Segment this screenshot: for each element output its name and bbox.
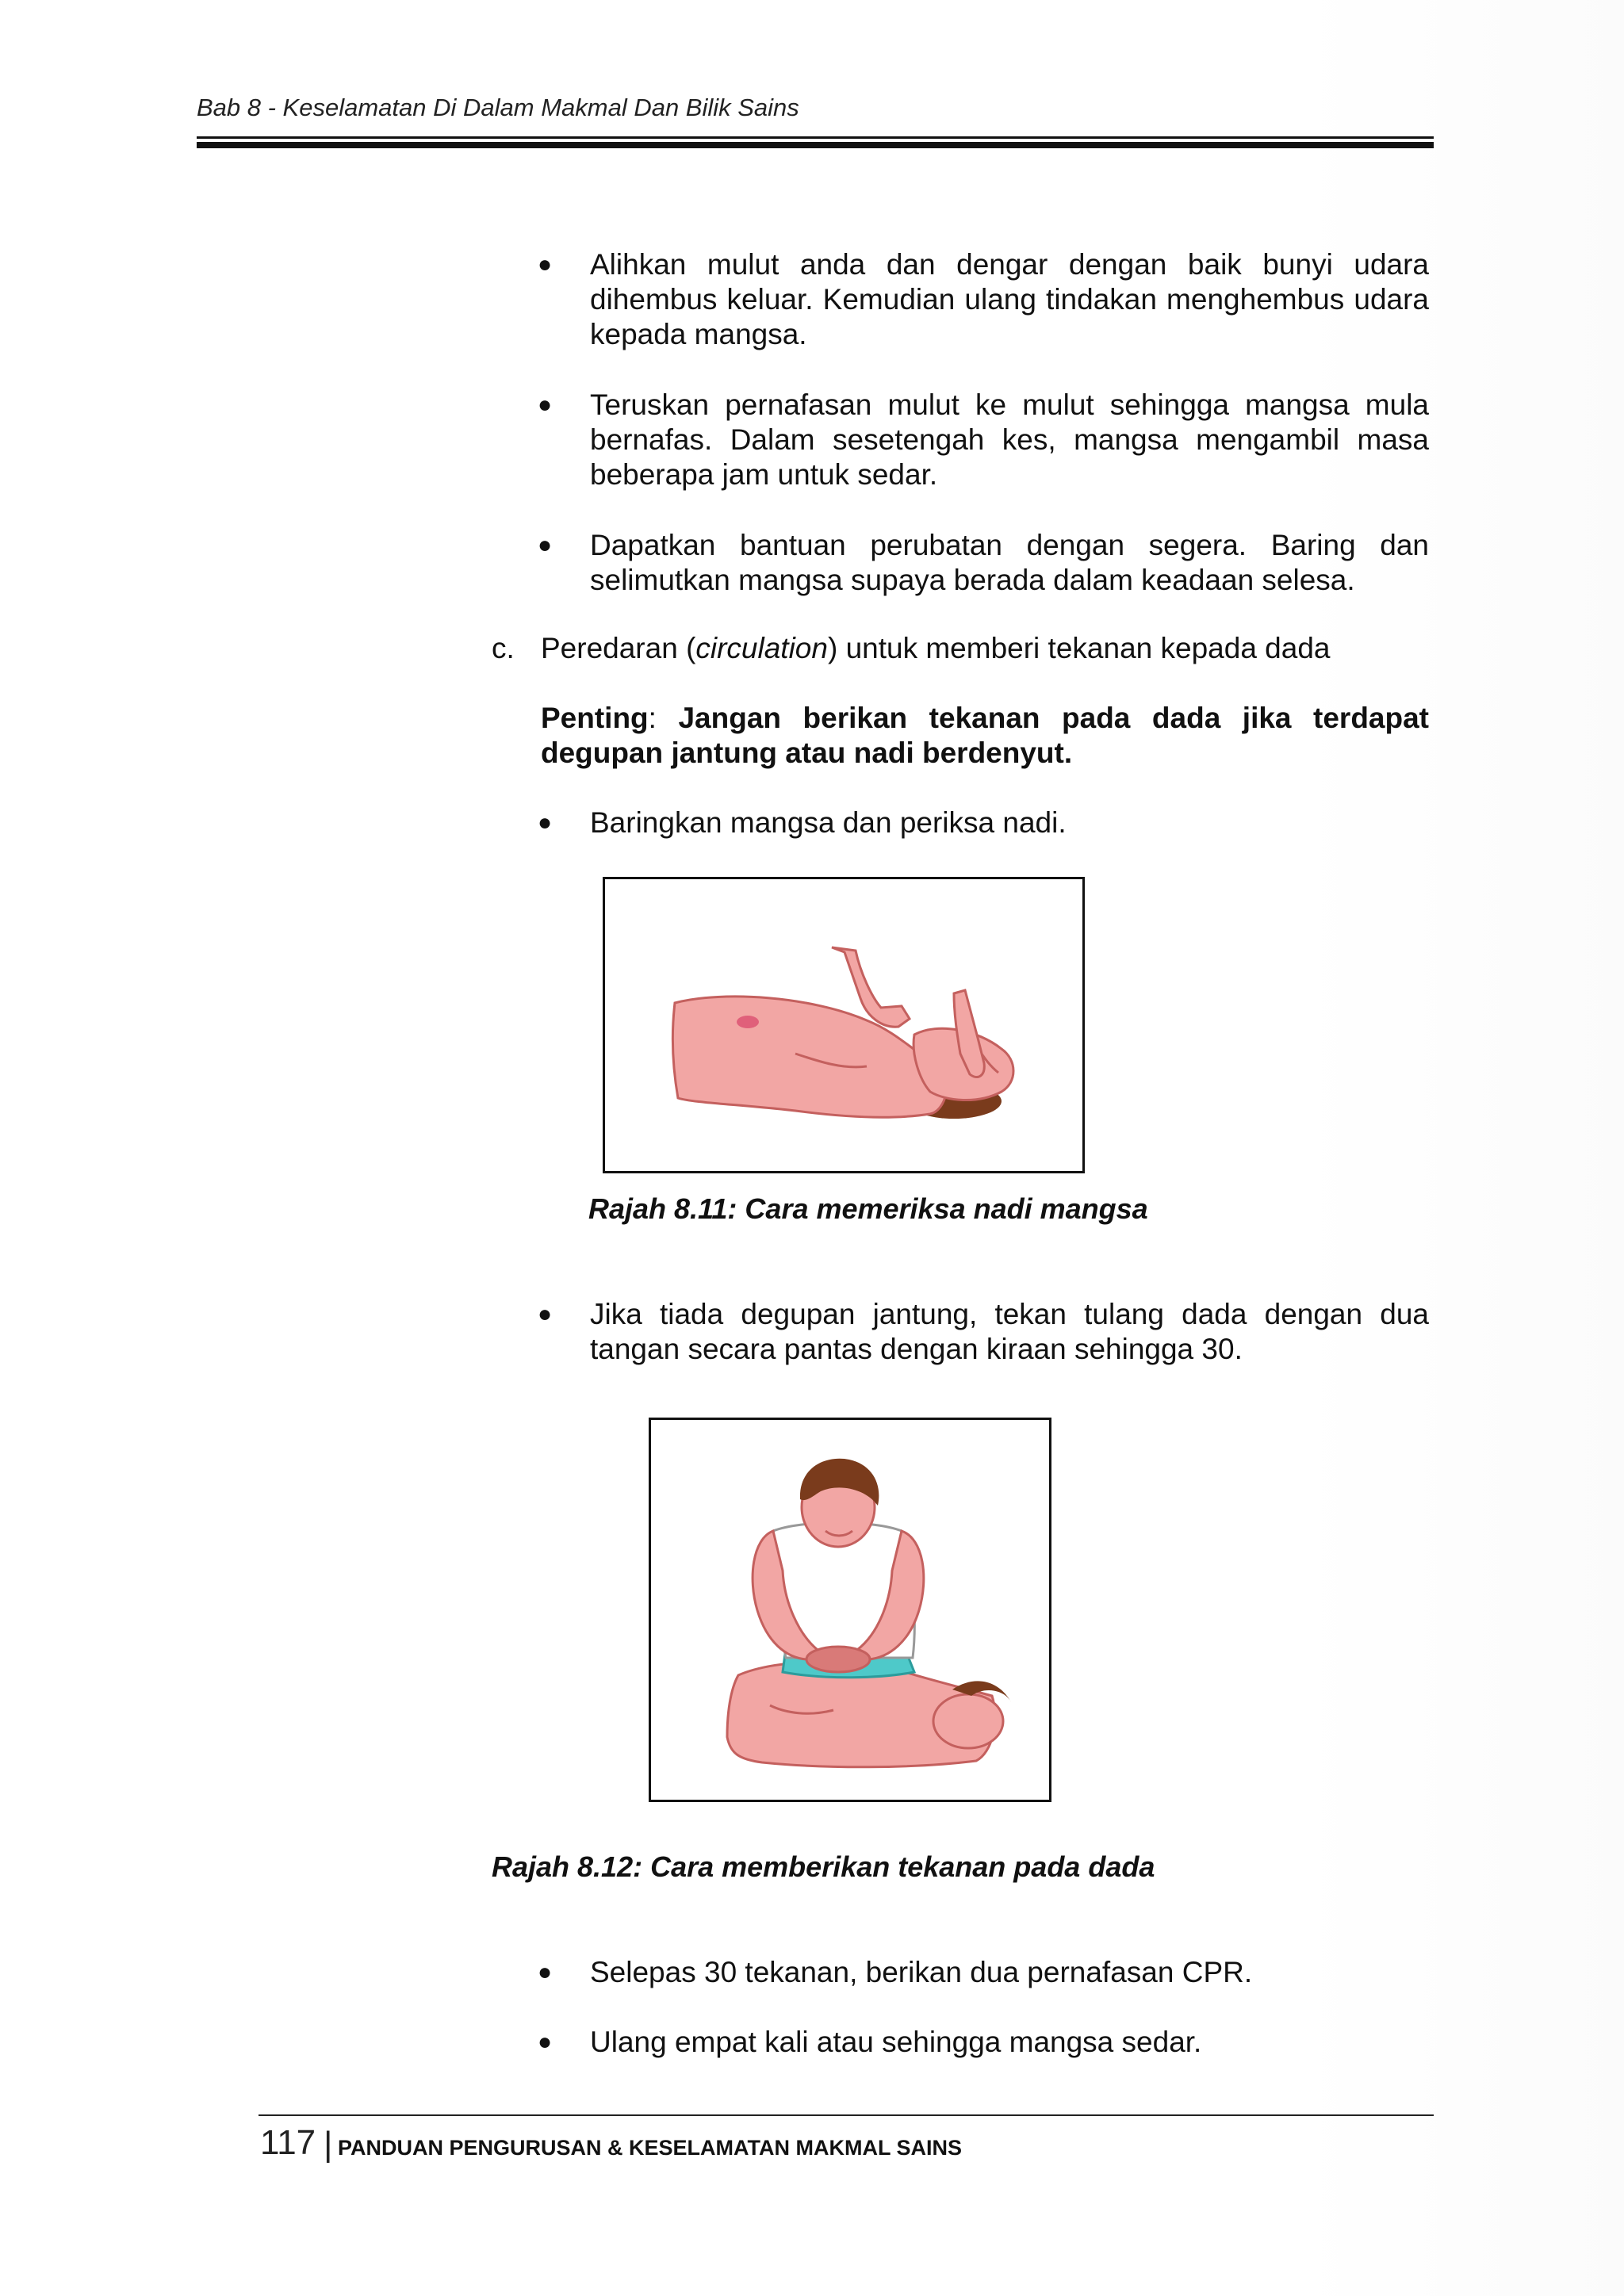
bullet-icon: ● xyxy=(538,1301,553,1327)
bullet-text: Teruskan pernafasan mulut ke mulut sehingga mangsa mula bernafas. Dalam sesetengah kes, mangsa mengambil masa beberapa jam untuk sedar. xyxy=(590,388,1429,491)
page-header: Bab 8 - Keselamatan Di Dalam Makmal Dan Bilik Sains xyxy=(197,94,799,121)
important-colon: : xyxy=(648,702,657,734)
bullet-icon: ● xyxy=(538,392,553,418)
header-rule-thick xyxy=(197,142,1434,148)
bullet-text: Dapatkan bantuan perubatan dengan segera. Baring dan selimutkan mangsa supaya berada dalam keadaan selesa. xyxy=(590,529,1429,596)
pulse-check-illustration xyxy=(605,879,1085,1173)
figure-pulse-check xyxy=(603,877,1085,1173)
footer-title: PANDUAN PENGURUSAN & KESELAMATAN MAKMAL SAINS xyxy=(338,2136,963,2160)
bullet-icon: ● xyxy=(538,2029,553,2055)
section-c-text xyxy=(541,631,1331,666)
bullet-text: Jika tiada degupan jantung, tekan tulang dada dengan dua tangan secara pantas dengan kiraan sehingga 30. xyxy=(590,1298,1429,1365)
important-text: Jangan berikan tekanan pada dada jika terdapat degupan jantung atau nadi berdenyut. xyxy=(541,702,1429,769)
important-note xyxy=(541,701,1429,771)
page-number: 117 xyxy=(260,2123,316,2162)
bullet-icon: ● xyxy=(538,1959,553,1985)
figure-chest-compression xyxy=(649,1418,1051,1802)
section-c-text-before: Peredaran ( xyxy=(541,632,696,664)
bullet-text: Baringkan mangsa dan periksa nadi. xyxy=(590,806,1067,839)
bullet-icon: ● xyxy=(538,251,553,277)
figure-caption: Rajah 8.12: Cara memberikan tekanan pada dada xyxy=(492,1850,1155,1883)
section-c-text-italic: circulation xyxy=(695,632,828,664)
footer-separator: | xyxy=(324,2125,333,2164)
bullet-icon: ● xyxy=(538,809,553,836)
header-rule-thin xyxy=(197,136,1434,139)
bullet-text: Selepas 30 tekanan, berikan dua pernafasan CPR. xyxy=(590,1956,1253,1988)
bullet-text: Alihkan mulut anda dan dengar dengan baik bunyi udara dihembus keluar. Kemudian ulang tindakan menghembus udara kepada mangsa. xyxy=(590,248,1429,350)
footer-rule xyxy=(259,2114,1434,2116)
figure-caption: Rajah 8.11: Cara memeriksa nadi mangsa xyxy=(588,1192,1148,1225)
important-label: Penting xyxy=(541,702,649,734)
bullet-text: Ulang empat kali atau sehingga mangsa sedar. xyxy=(590,2026,1202,2058)
section-c-letter: c. xyxy=(492,632,515,664)
bullet-icon: ● xyxy=(538,532,553,558)
chest-compression-illustration xyxy=(651,1420,1051,1802)
section-c-text-after: ) untuk memberi tekanan kepada dada xyxy=(827,632,1331,664)
